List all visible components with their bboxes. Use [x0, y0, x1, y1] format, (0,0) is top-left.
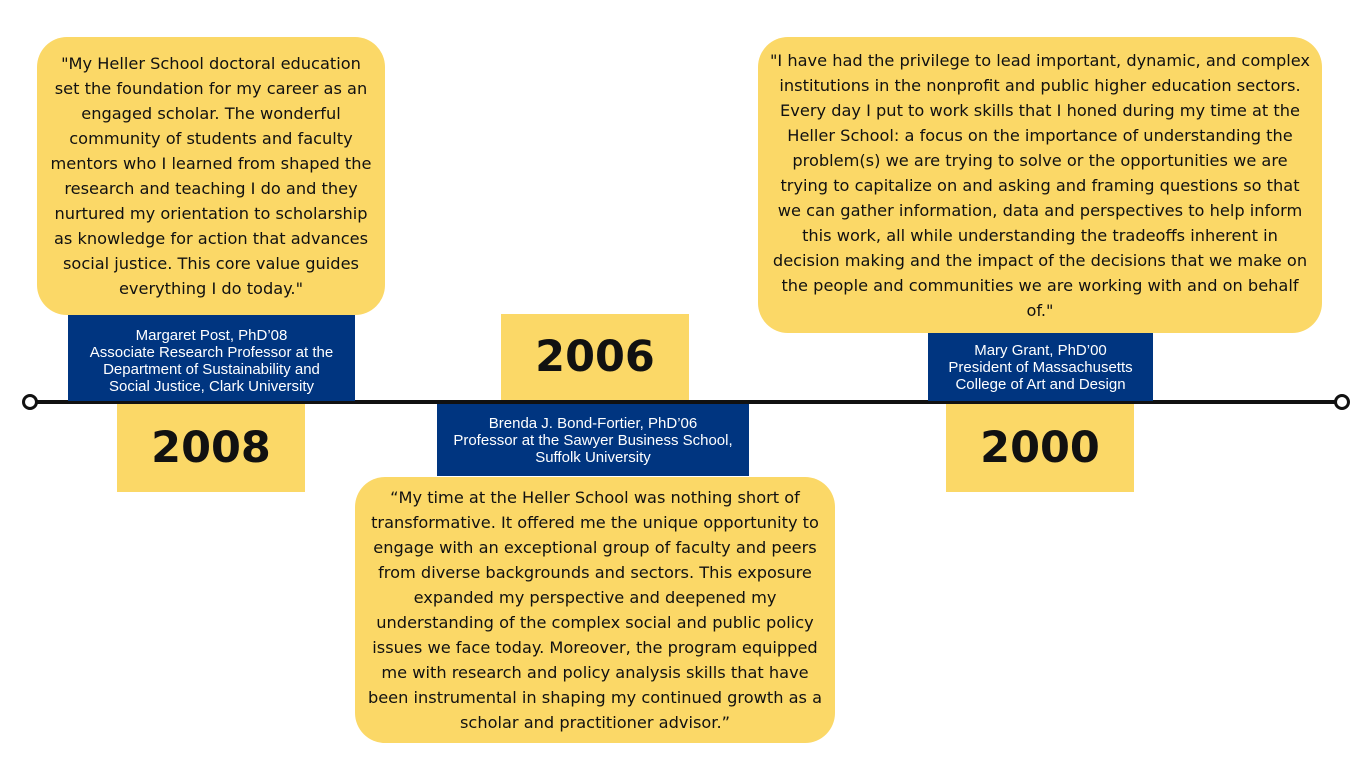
person-card-brenda-bond-fortier	[437, 404, 749, 476]
person-name: Margaret Post, PhD’08	[135, 327, 288, 344]
year-text: 2008	[151, 423, 271, 473]
timeline-end-marker	[1334, 394, 1350, 410]
person-name: Brenda J. Bond-Fortier, PhD’06	[488, 414, 698, 432]
person-title-line: Professor at the Sawyer Business School,	[453, 431, 733, 449]
person-card-mary-grant	[928, 333, 1153, 401]
quote-bubble-brenda-bond-fortier	[355, 477, 835, 743]
person-title-line: Suffolk University	[535, 448, 651, 466]
quote-bubble-mary-grant	[758, 37, 1322, 333]
person-card-margaret-post	[68, 315, 355, 401]
person-title-line: President of Massachusetts	[948, 358, 1133, 376]
person-title-line: Associate Research Professor at the	[89, 344, 334, 361]
year-label-2006	[501, 314, 689, 400]
timeline-start-marker	[22, 394, 38, 410]
year-text: 2000	[980, 423, 1100, 473]
quote-text: “My time at the Heller School was nothing short of transformative. It offered me the unique opportunity to engage with an exceptional group of faculty and peers from diverse backgrounds and sectors. This exposure expanded my perspective and deepened my understanding of the complex social and public policy issues we face today. Moreover, the program equipped me with research and policy analysis skills that have been instrumental in shaping my continued growth as a scholar and practitioner advisor.”	[367, 488, 823, 732]
quote-bubble-margaret-post	[37, 37, 385, 315]
person-title-line: College of Art and Design	[955, 375, 1126, 393]
year-label-2008	[117, 404, 305, 492]
year-text: 2006	[535, 332, 655, 382]
person-title-line: Social Justice, Clark University	[108, 378, 315, 395]
person-name: Mary Grant, PhD’00	[974, 341, 1107, 359]
quote-text: "I have had the privilege to lead important, dynamic, and complex institutions in the nonprofit and public higher education sectors. Every day I put to work skills that I honed during my time at the Heller School: a focus on the importance of understanding the problem(s) we are trying to solve or the opportunities we are trying to capitalize on and asking and framing questions so that we can gather information, data and perspectives to help inform this work, all while understanding the tradeoffs inherent in decision making and the impact of the decisions that we make on the people and communities we are working with and on behalf of."	[769, 50, 1311, 320]
year-label-2000	[946, 404, 1134, 492]
person-title-line: Department of Sustainability and	[103, 361, 320, 378]
quote-text: "My Heller School doctoral education set the foundation for my career as an engaged scholar. The wonderful community of students and faculty mentors who I learned from shaped the research and teaching I do and they nurtured my orientation to scholarship as knowledge for action that advances social justice. This core value guides everything I do today."	[50, 54, 372, 298]
